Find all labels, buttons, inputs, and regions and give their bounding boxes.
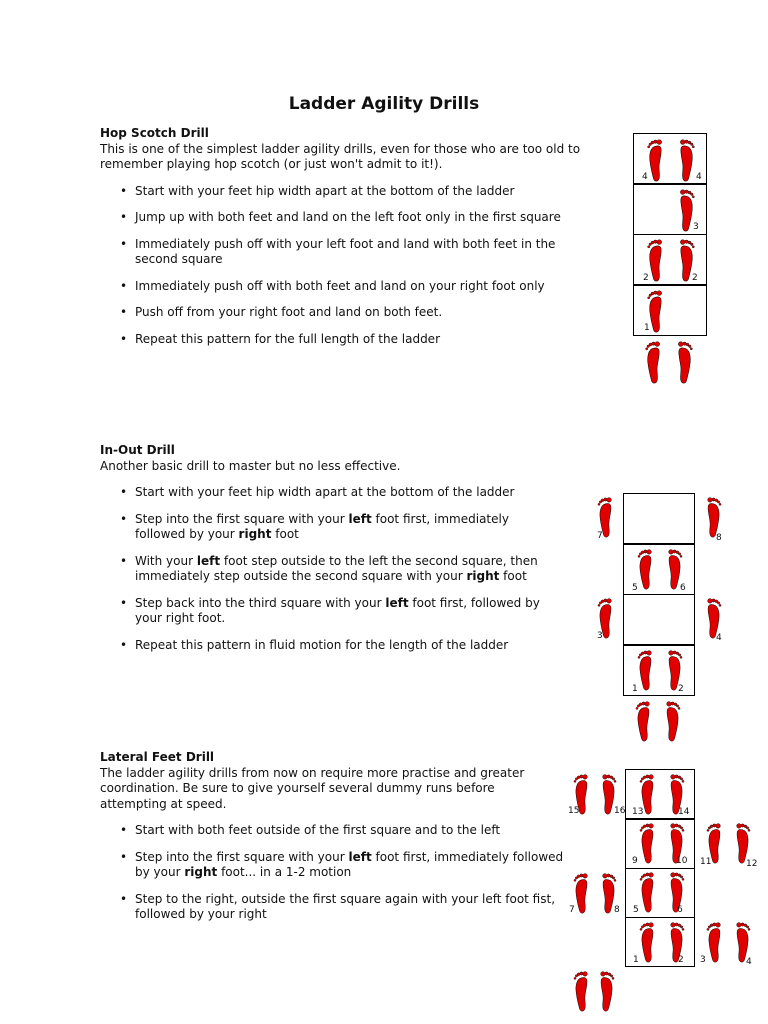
inout-section [100, 443, 620, 653]
inout-list [100, 485, 620, 653]
step-number: 1 [633, 955, 639, 965]
hopscotch-section [100, 126, 620, 347]
page-title: Ladder Agility Drills [288, 94, 480, 114]
list-item: • Repeat this pattern for the full length of the ladder [100, 332, 620, 348]
right-foot-icon [666, 920, 688, 964]
list-item [100, 554, 565, 585]
text: foot step outside to the left the second square, then immediately step outside the second square with your [135, 553, 538, 583]
ladder-square [623, 594, 695, 645]
list-item [100, 596, 565, 627]
left-foot-icon [632, 699, 654, 743]
bold-text: left [196, 553, 221, 568]
step-number: 13 [632, 807, 644, 817]
step-number: 1 [632, 684, 638, 694]
step-number: 2 [692, 273, 698, 283]
lateral-heading: Lateral Feet Drill [100, 750, 215, 764]
text: Step back into the third square with your [135, 595, 386, 610]
hopscotch-heading: Hop Scotch Drill [100, 126, 209, 140]
list-item [100, 512, 535, 543]
step-number: 3 [597, 631, 603, 641]
step-number: 2 [678, 955, 684, 965]
text: foot first, followed by your right foot. [135, 595, 540, 625]
step-number: 4 [642, 172, 648, 182]
list-item: • Start with both feet outside of the first square and to the left [100, 823, 570, 839]
inout-ladder-diagram [590, 493, 730, 748]
step-number: 4 [696, 172, 702, 182]
bold-text: left [348, 849, 372, 864]
step-number: 5 [632, 583, 638, 593]
bold-text: right [184, 865, 218, 879]
left-foot-icon [570, 969, 592, 1013]
step-number: 16 [614, 806, 626, 816]
list-item [100, 850, 575, 881]
inout-intro: Another basic drill to master but no less effective. [100, 458, 401, 473]
left-foot-icon [703, 920, 725, 964]
step-number: 8 [614, 905, 620, 915]
text: foot first, immediately followed by your [135, 849, 564, 879]
text: With your [135, 553, 197, 568]
step-number: 12 [746, 859, 758, 869]
text: foot... in a 1-2 motion [217, 865, 352, 879]
step-number: 3 [693, 222, 699, 232]
lateral-list [100, 823, 570, 923]
left-foot-icon [636, 920, 658, 964]
text: foot [499, 569, 527, 583]
text: foot [271, 527, 299, 541]
hopscotch-list [100, 184, 620, 348]
list-item: • Jump up with both feet and land on the left foot only in the first square [100, 210, 620, 226]
step-number: 4 [746, 957, 752, 967]
step-number: 9 [632, 856, 638, 866]
right-foot-icon [662, 699, 684, 743]
step-number: 6 [677, 905, 683, 915]
text: Step into the first square with your [135, 511, 349, 526]
step-number: 4 [716, 633, 722, 643]
inout-heading: In-Out Drill [100, 443, 175, 457]
step-number: 15 [568, 806, 580, 816]
right-foot-icon [596, 969, 618, 1013]
list-item: • Immediately push off with both feet and land on your right foot only [100, 279, 620, 295]
left-foot-icon [642, 339, 664, 385]
list-item: • Push off from your right foot and land on both feet. [100, 305, 620, 321]
text: foot first, immediately followed by your [135, 511, 509, 541]
step-number: 5 [633, 905, 639, 915]
step-number: 2 [678, 684, 684, 694]
list-item: • Immediately push off with your left foot and land with both feet in the second square [100, 237, 585, 268]
ladder-square [623, 493, 695, 544]
step-number: 10 [676, 856, 688, 866]
step-number: 7 [597, 531, 603, 541]
left-foot-icon [636, 821, 658, 865]
step-number: 2 [643, 273, 649, 283]
right-foot-icon [674, 339, 696, 385]
bold-text: right [466, 569, 500, 583]
bold-text: left [348, 511, 372, 526]
bold-text: left [385, 595, 409, 610]
lateral-ladder-diagram [566, 769, 766, 1019]
lateral-intro: The ladder agility drills from now on require more practise and greater coordination. Be sure to give yourself several dummy runs before attempting at speed. [100, 765, 525, 811]
text: Step into the first square with your [135, 849, 349, 864]
left-foot-icon [636, 870, 658, 914]
step-number: 1 [644, 323, 650, 333]
hopscotch-ladder-diagram [630, 133, 710, 388]
step-number: 14 [678, 807, 690, 817]
bold-text: right [238, 527, 272, 541]
list-item: • Start with your feet hip width apart at the bottom of the ladder [100, 485, 620, 501]
step-number: 11 [700, 857, 712, 867]
step-number: 6 [680, 583, 686, 593]
step-number: 3 [700, 955, 706, 965]
step-number: 7 [569, 905, 575, 915]
right-foot-icon [676, 137, 698, 183]
step-number: 8 [716, 533, 722, 543]
lateral-section [100, 750, 570, 923]
hopscotch-intro: This is one of the simplest ladder agility drills, even for those who are too old to remember playing hop scotch (or just won't admit to it!). [100, 141, 581, 171]
list-item: • Repeat this pattern in fluid motion for the length of the ladder [100, 638, 620, 654]
list-item: • Step to the right, outside the first square again with your left foot fist, followed by your right [100, 892, 575, 923]
list-item: • Start with your feet hip width apart at the bottom of the ladder [100, 184, 620, 200]
